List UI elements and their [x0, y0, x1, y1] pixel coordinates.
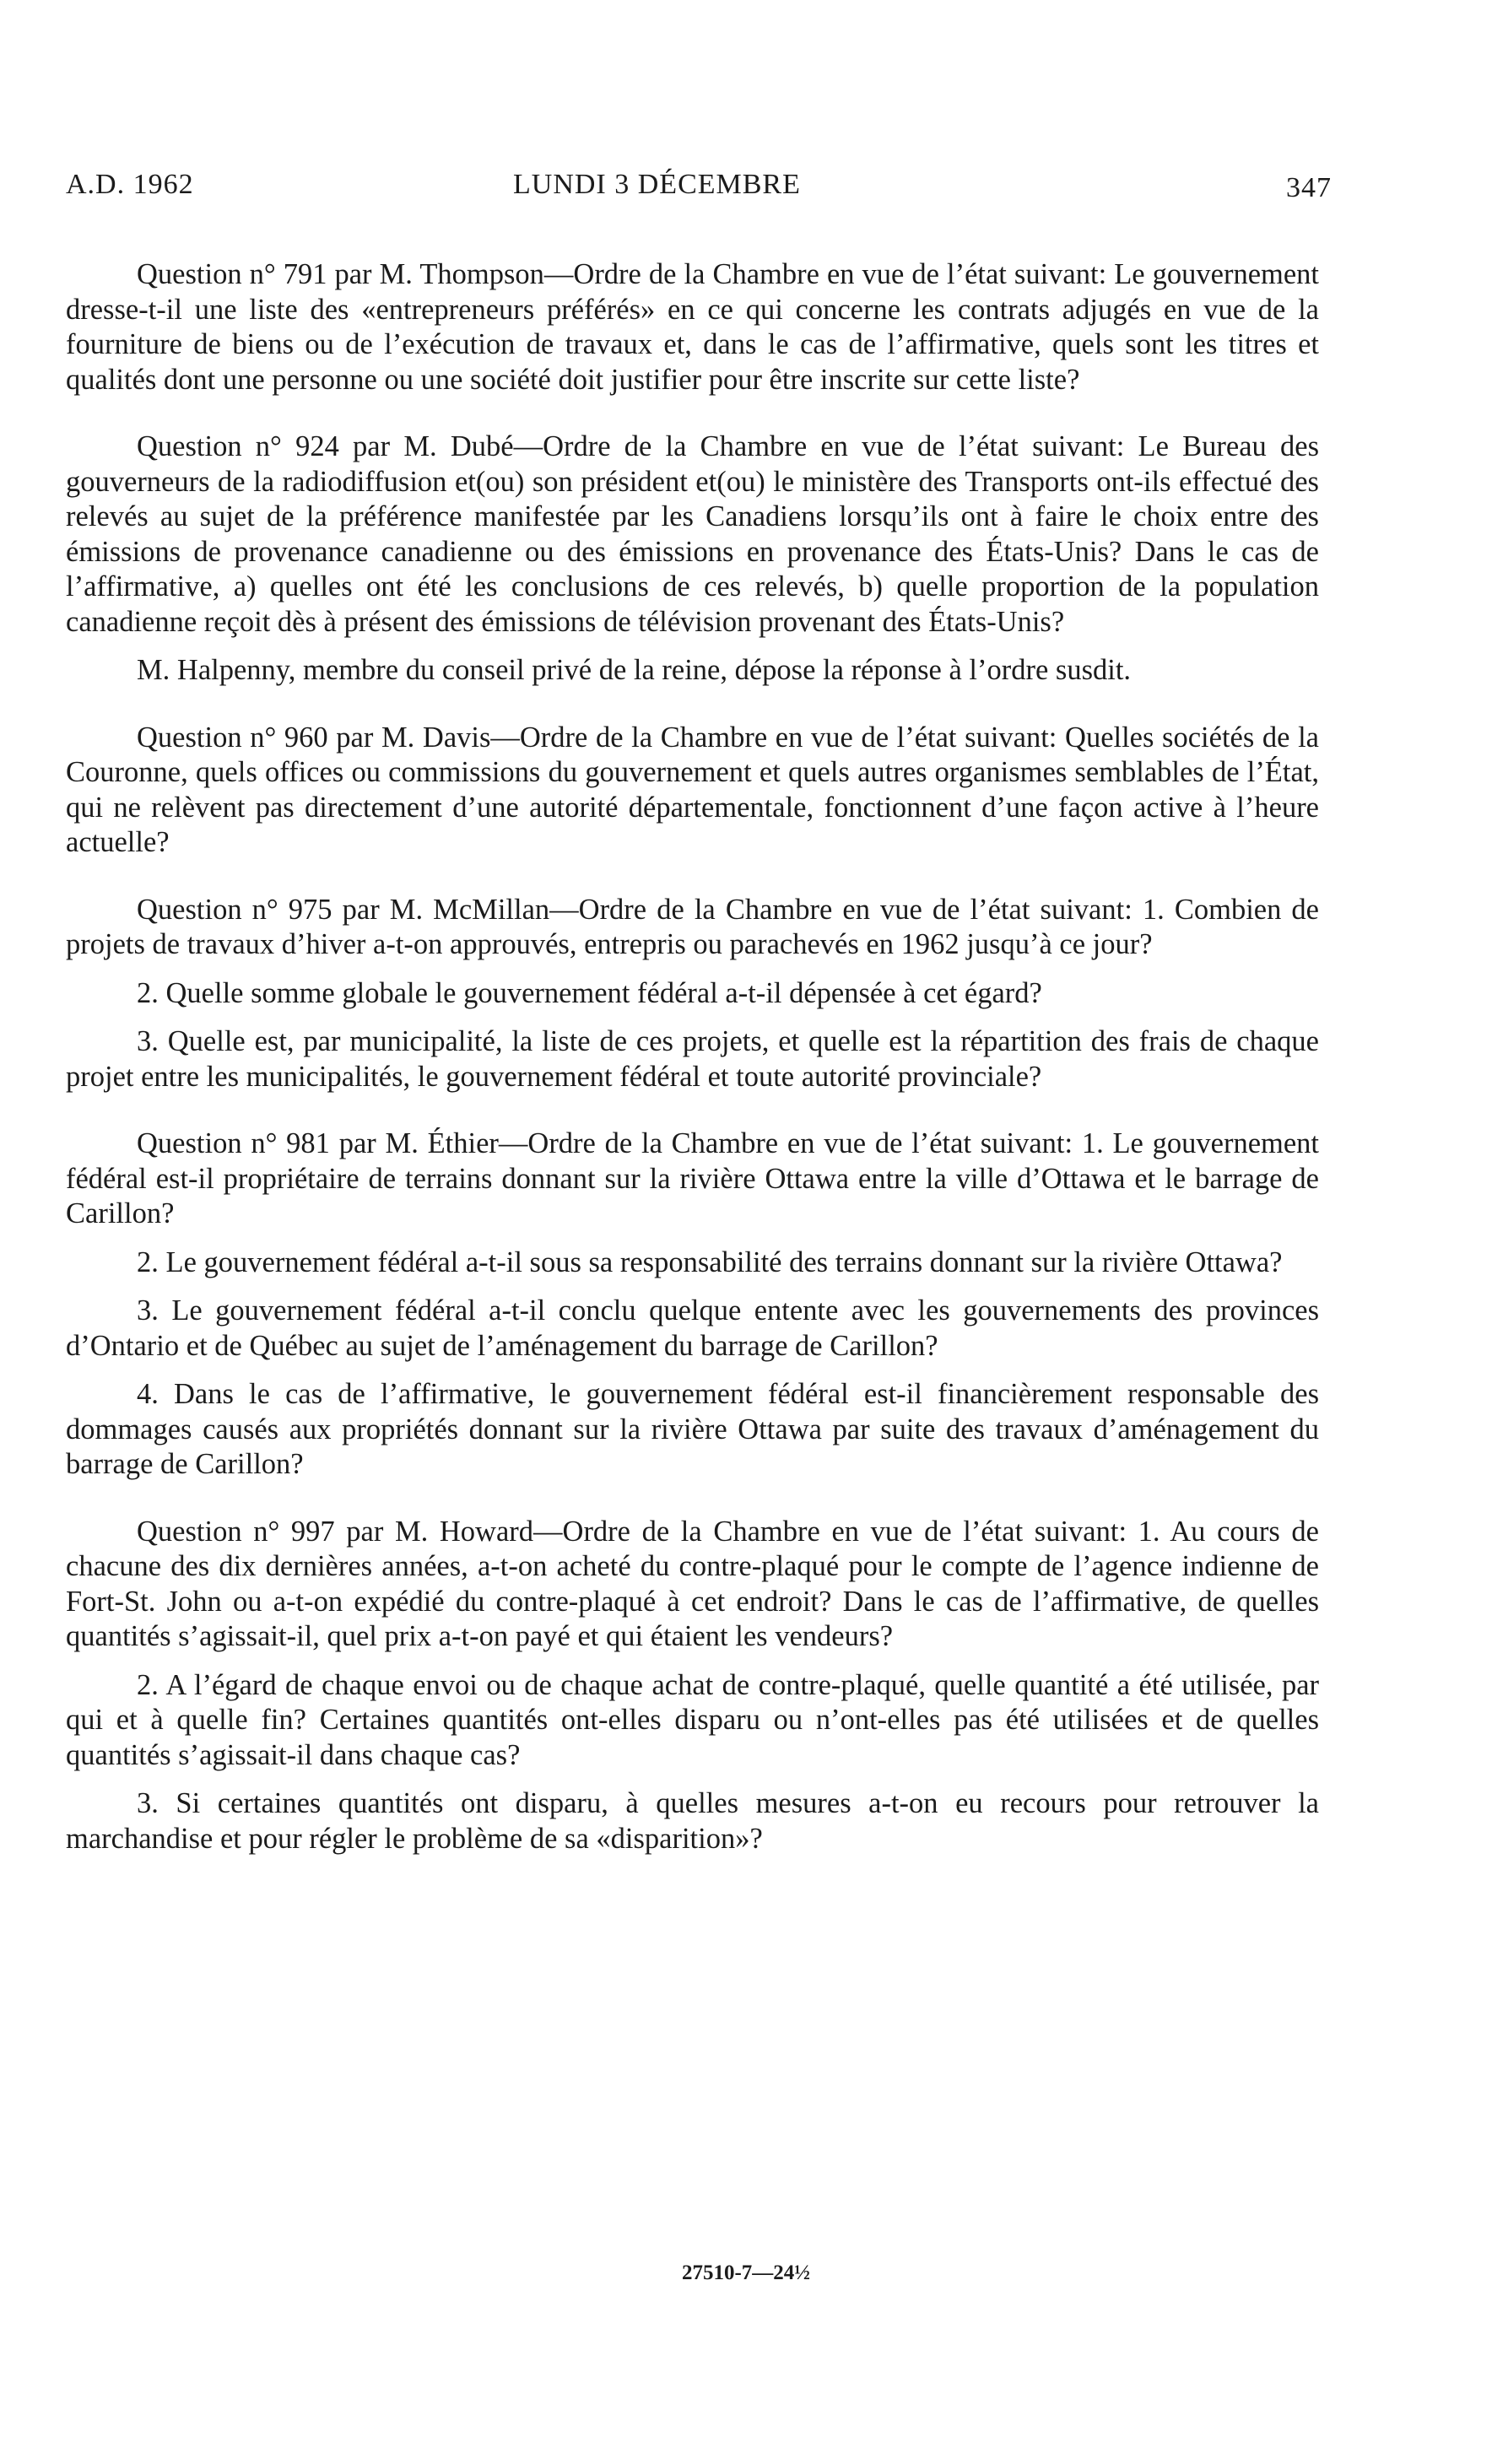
page-header — [66, 169, 1332, 211]
question-981-part-3: 3. Le gouvernement fédéral a-t-il conclu quelque entente avec les gouvernements des provinces d’Ontario et de Québec au sujet de l’aménagement du barrage de Carillon? — [66, 1294, 1319, 1362]
question-997: Question n° 997 par M. Howard—Ordre de la Chambre en vue de l’état suivant: 1. Au cours de chacune des dix dernières années, a-t-on acheté du contre-plaqué pour le compte de l’agence indienne de Fort-St. John ou a-t-on expédié du contre-plaqué à cet endroit? Dans le cas de l’affirmative, de quelles quantités s’agissait-il, quel prix a-t-on payé et qui étaient les vendeurs? — [66, 1515, 1319, 1652]
question-960: Question n° 960 par M. Davis—Ordre de la Chambre en vue de l’état suivant: Quelles sociétés de la Couronne, quels offices ou commissions du gouvernement et quels autres organismes semblables de l’État, qui ne relèvent pas directement d’une autorité départementale, fonctionnent d’une façon active à l’heure actuelle? — [66, 721, 1319, 858]
question-975-part-2: 2. Quelle somme globale le gouvernement fédéral a-t-il dépensée à cet égard? — [137, 976, 1042, 1009]
question-924: Question n° 924 par M. Dubé—Ordre de la Chambre en vue de l’état suivant: Le Bureau des gouverneurs de la radiodiffusion et(ou) son président et(ou) le ministère des Transports ont-ils effectué des relevés au sujet de la préférence manifestée par les Canadiens lorsqu’ils ont à faire le choix entre des émissions de provenance canadienne ou des émissions en provenance des États-Unis? Dans le cas de l’affirmative, a) quelles ont été les conclusions de ces relevés, b) quelle proportion de la population canadienne reçoit dès à présent des émissions de télévision provenant des États-Unis? — [66, 430, 1319, 638]
header-date: LUNDI 3 DÉCEMBRE — [513, 169, 801, 200]
question-997-part-3: 3. Si certaines quantités ont disparu, à quelles mesures a-t-on eu recours pour retrouver la marchandise et pour régler le problème de sa «disparition»? — [66, 1787, 1319, 1855]
question-975: Question n° 975 par M. McMillan—Ordre de la Chambre en vue de l’état suivant: 1. Combien de projets de travaux d’hiver a-t-on approuvés, entrepris ou parachevés en 1962 jusqu’à ce jour? — [66, 893, 1319, 960]
question-997-part-2: 2. A l’égard de chaque envoi ou de chaque achat de contre-plaqué, quelle quantité a été utilisée, par qui et à quelle fin? Certaines quantités ont-elles disparu ou n’ont-elles pas été utilisées et de quelles quantités s’agissait-il dans chaque cas? — [66, 1668, 1319, 1771]
question-975-part-3: 3. Quelle est, par municipalité, la liste de ces projets, et quelle est la répartition des frais de chaque projet entre les municipalités, le gouvernement fédéral et toute autorité provinciale? — [66, 1025, 1319, 1093]
question-981-part-4: 4. Dans le cas de l’affirmative, le gouvernement fédéral est-il financièrement responsable des dommages causés aux propriétés donnant sur la rivière Ottawa par suite des travaux d’aménagement du barrage de Carillon? — [66, 1378, 1319, 1480]
question-791: Question n° 791 par M. Thompson—Ordre de la Chambre en vue de l’état suivant: Le gouvernement dresse-t-il une liste des «entrepreneurs préférés» en ce qui concerne les contrats adjugés en vue de la fourniture de biens ou de l’exécution de travaux et, dans le cas de l’affirmative, quels sont les titres et qualités dont une personne ou une société doit justifier pour être inscrite sur cette liste? — [66, 258, 1319, 396]
question-981: Question n° 981 par M. Éthier—Ordre de la Chambre en vue de l’état suivant: 1. Le gouvernement fédéral est-il propriétaire de terrains donnant sur la rivière Ottawa entre la ville d’Ottawa et le barrage de Carillon? — [66, 1127, 1319, 1229]
page-body — [66, 257, 1319, 1856]
question-981-part-2: 2. Le gouvernement fédéral a-t-il sous sa responsabilité des terrains donnant sur la rivière Ottawa? — [137, 1246, 1283, 1278]
answer-924: M. Halpenny, membre du conseil privé de la reine, dépose la réponse à l’ordre susdit. — [137, 654, 1132, 686]
page-number: 347 — [1286, 172, 1332, 203]
page-footer-code: 27510-7—24½ — [681, 2261, 811, 2284]
header-year: A.D. 1962 — [66, 169, 194, 200]
